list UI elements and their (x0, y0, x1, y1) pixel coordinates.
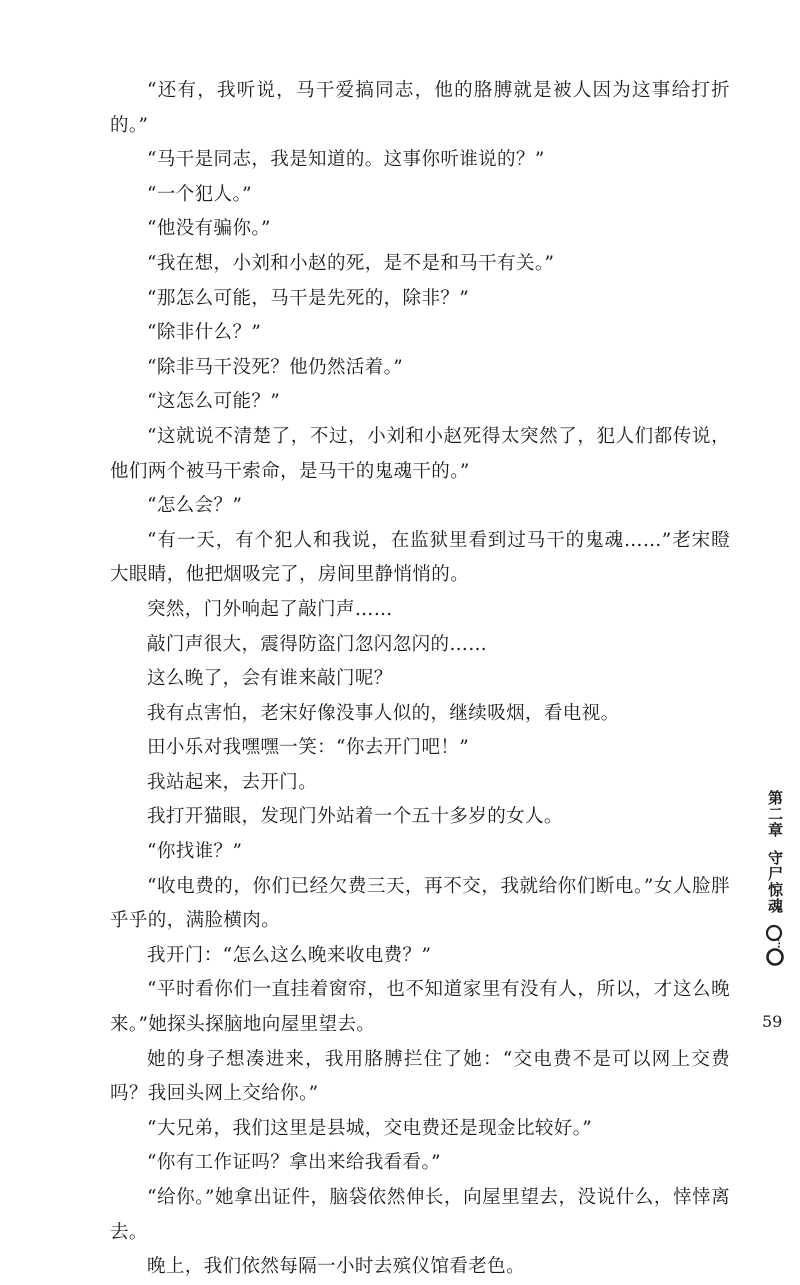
paragraph: “怎么会？” (147, 495, 243, 517)
paragraph: 我有点害怕，老宋好像没事人似的，继续吸烟，看电视。 (147, 702, 620, 724)
chapter-title: 守尸惊魂 (766, 850, 784, 914)
paragraph: “你找谁？” (147, 841, 243, 863)
chapter-side-tab (760, 790, 790, 972)
paragraph: 我开门：“怎么这么晚来收电费？” (147, 944, 432, 966)
paragraph: 田小乐对我嘿嘿一笑：“你去开门吧！” (147, 737, 470, 759)
paragraph: “那怎么可能，马干是先死的，除非？” (147, 287, 470, 309)
paragraph: “有一天，有个犯人和我说，在监狱里看到过马干的鬼魂……”老宋瞪大眼睛，他把烟吸完了，房间里静悄悄的。 (110, 529, 730, 586)
handcuffs-icon (763, 922, 787, 972)
paragraph: 这么晚了，会有谁来敲门呢？ (147, 668, 393, 690)
paragraph: “这怎么可能？” (147, 391, 281, 413)
paragraph: “马干是同志，我是知道的。这事你听谁说的？” (147, 149, 545, 171)
page-number: 59 (762, 1012, 783, 1031)
paragraph: “大兄弟，我们这里是县城，交电费还是现金比较好。” (147, 1117, 593, 1139)
paragraph: 我打开猫眼，发现门外站着一个五十多岁的女人。 (147, 806, 563, 828)
paragraph: “这就说不清楚了，不过，小刘和小赵死得太突然了，犯人们都传说，他们两个被马干索命，是马干的鬼魂干的。” (110, 425, 730, 482)
paragraph: 晚上，我们依然每隔一小时去殡仪馆看老色。 (147, 1256, 526, 1278)
paragraph: “你有工作证吗？拿出来给我看看。” (147, 1152, 441, 1174)
paragraph: “给你。”她拿出证件，脑袋依然伸长，向屋里望去，没说什么，悻悻离去。 (110, 1187, 730, 1243)
paragraph: “一个犯人。” (147, 183, 252, 205)
paragraph: “我在想，小刘和小赵的死，是不是和马干有关。” (147, 252, 555, 274)
paragraph: “他没有骗你。” (147, 218, 271, 240)
paragraph: “还有，我听说，马干爱搞同志，他的胳膊就是被人因为这事给打折的。” (110, 80, 730, 136)
body-text (110, 74, 730, 1285)
paragraph: “除非什么？” (147, 322, 262, 344)
paragraph: 我站起来，去开门。 (147, 771, 318, 793)
paragraph: “除非马干没死？他仍然活着。” (147, 356, 404, 378)
paragraph: 她的身子想凑进来，我用胳膊拦住了她：“交电费不是可以网上交费吗？我回头网上交给你。” (110, 1048, 730, 1105)
paragraph: “平时看你们一直挂着窗帘，也不知道家里有没有人，所以，才这么晚来。”她探头探脑地向屋里望去。 (110, 979, 730, 1036)
paragraph: “收电费的，你们已经欠费三天，再不交，我就给你们断电。”女人脸胖乎乎的，满脸横肉。 (110, 875, 730, 932)
paragraph: 敲门声很大，震得防盗门忽闪忽闪的…… (147, 633, 488, 655)
paragraph: 突然，门外响起了敲门声…… (147, 598, 393, 620)
chapter-label: 第二章 (766, 790, 784, 838)
